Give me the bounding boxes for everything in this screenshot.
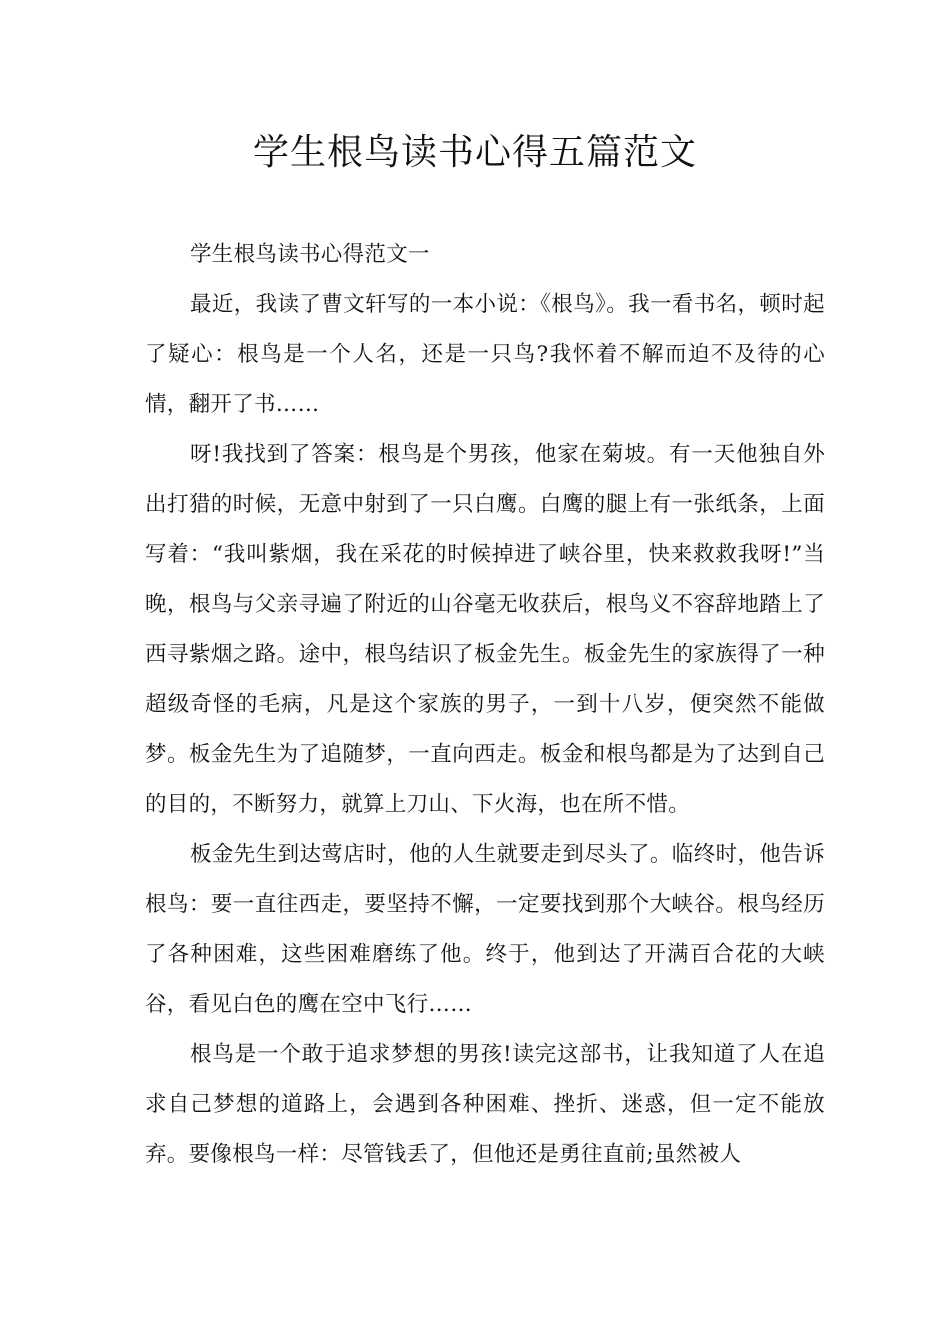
paragraph-1: 最近，我读了曹文轩写的一本小说：《根鸟》。我一看书名，顿时起了疑心：根鸟是一个人名，还是一只鸟?我怀着不解而迫不及待的心情，翻开了书…… <box>145 292 825 417</box>
document-body <box>145 230 825 1180</box>
section-heading: 学生根鸟读书心得范文一 <box>190 242 430 267</box>
document-title: 学生根鸟读书心得五篇范文 <box>252 132 697 173</box>
paragraph-2: 呀!我找到了答案：根鸟是个男孩，他家在菊坡。有一天他独自外出打猎的时候，无意中射到了一只白鹰。白鹰的腿上有一张纸条，上面写着：“我叫紫烟，我在采花的时候掉进了峡谷里，快来救救我呀!”当晚，根鸟与父亲寻遍了附近的山谷毫无收获后，根鸟义不容辞地踏上了西寻紫烟之路。途中，根鸟结识了板金先生。板金先生的家族得了一种超级奇怪的毛病，凡是这个家族的男子，一到十八岁，便突然不能做梦。板金先生为了追随梦，一直向西走。板金和根鸟都是为了达到自己的目的，不断努力，就算上刀山、下火海，也在所不惜。 <box>145 442 825 817</box>
paragraph-4: 根鸟是一个敢于追求梦想的男孩!读完这部书，让我知道了人在追求自己梦想的道路上，会遇到各种困难、挫折、迷惑，但一定不能放弃。要像根鸟一样：尽管钱丢了，但他还是勇往直前;虽然被人 <box>145 1042 825 1167</box>
paragraph-3: 板金先生到达莺店时，他的人生就要走到尽头了。临终时，他告诉根鸟：要一直往西走，要坚持不懈，一定要找到那个大峡谷。根鸟经历了各种困难，这些困难磨练了他。终于，他到达了开满百合花的大峡谷，看见白色的鹰在空中飞行…… <box>145 842 825 1017</box>
